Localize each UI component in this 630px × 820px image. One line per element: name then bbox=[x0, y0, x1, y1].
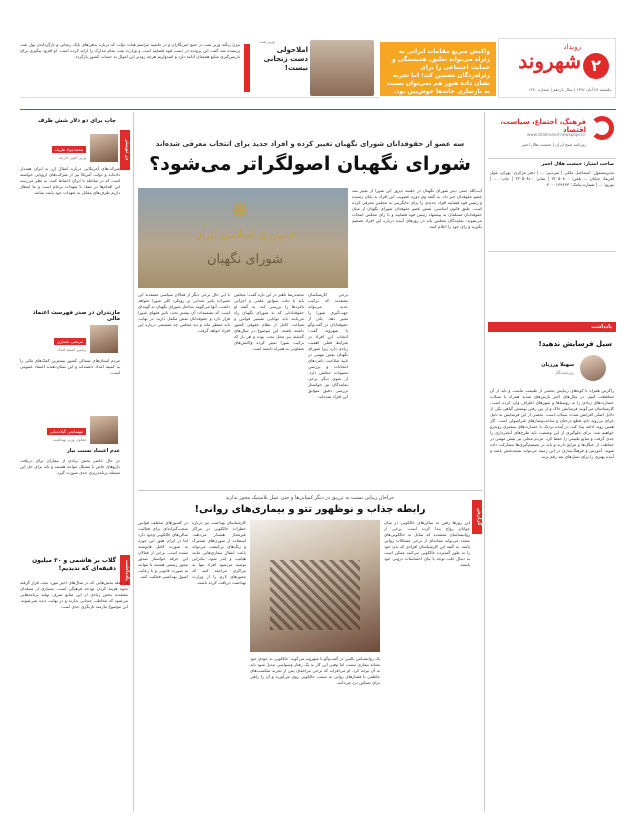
twitter-tab: در توییتر bbox=[120, 130, 130, 170]
quote-2-body: مردم استان‌های شمالی کشور بیشترین کمک‌های مالی را به کمیته امداد داشته‌اند و این نشان‌دهنده اعتماد عمومی است. bbox=[20, 358, 120, 375]
main-body-col-2: برخی کارشناسان معتقدند که ترکیب جدید می‌تواند جهت‌گیری شورا را تغییر دهد. یکی از حقوقدانان در گفت‌وگو با شهروند گفت: انتخاب این افراد در شرایط فعلی اهمیت زیادی دارد زیرا شورای نگهبان نقش مهمی در تایید صلاحیت نامزدهای انتخابات و بررسی مصوبات مجلس دارد. از سوی دیگر برخی نمایندگان نیز خواستار بررسی دقیق سوابق این افراد شده‌اند. bbox=[308, 292, 348, 399]
cigar-body: از جمله بخش‌هایی که در سال‌های اخیر مورد بحث قرار گرفته نحوه هزینه کردن بودجه فرهنگی است. بسیاری از منتقدان معتقدند بخش زیادی از این منابع صرف تولید برنامه‌هایی می‌شود که مخاطب چندانی ندارند و در نهایت دیده نمی‌شوند. این موضوع نیازمند بازنگری جدی است. bbox=[20, 580, 128, 609]
emblem-icon: ❋ bbox=[231, 198, 249, 222]
masthead bbox=[380, 38, 616, 98]
photo-sign-line-1: جمهوری اسلامی ایران bbox=[193, 228, 297, 241]
logo-box bbox=[498, 38, 616, 98]
promo-box: واکنش سریع مقامات ایرانی به زلزله می‌تواند تعلیق، همبستگی و حمایت اجتماعی را برای زلزله‌زدگان تضمین کند؛ اما تجربه نشان داده هنوز هم نمی‌توان نسبت به بازسازی خانه‌ها خوش‌بین بود. bbox=[380, 42, 496, 96]
staff-body: مدیرمسئول: اسماعیل ملکی | سردبیر: ... | دفتر مرکزی: تهران، بلوار آفریقا، خیابان ... تلفن: ۲۲۰۵۰۸۰۰ | نمابر: ۲۲۰۵۰۸۱۰ | چاپ: ... | توزیع: ... | شماره پیامک: ۳۰۰۰۱۳۹۶۶۳ bbox=[490, 170, 614, 187]
teaser-title: املاحولی دست زنجانی نیست! bbox=[263, 46, 308, 72]
note-title: گلاب بر هاشمی و ۲۰ میلیون دقیقه‌ای که ندیدیم! bbox=[32, 557, 116, 572]
quote-2-role: رئیس کمیته امداد bbox=[57, 347, 86, 352]
quote-2-byline bbox=[20, 328, 86, 352]
column-rule bbox=[484, 112, 485, 812]
quote-2-name: مرتضی بختیاری bbox=[54, 338, 86, 345]
main-headline[interactable]: شورای نگهبان اصولگراتر می‌شود؟ bbox=[149, 153, 471, 175]
logo-subtitle: رویداد bbox=[563, 43, 581, 51]
column-rule-left bbox=[133, 112, 134, 812]
quote-3-title: عدم اعتماد نسبت نیاز bbox=[66, 448, 120, 454]
quote-1-name: محمدجواد ظریف bbox=[52, 146, 86, 153]
teaser-kicker: وزیر نفت: bbox=[258, 39, 275, 44]
column-body: زاگرس همراه با کوه‌های زیبایش بخشی از طبیعت ماست و باید از آن محافظت کنیم. در سال‌های اخیر بارش‌های شدید همراه با سیلاب خسارت‌های زیادی را به روستاها و شهرهای اطراف وارد کرده است. کارشناسان می‌گویند فرسایش خاک و از بین رفتن پوشش گیاهی یکی از دلایل اصلی افزایش شدت سیلاب است. بخشی از این فرسایش به دلیل چرای بی‌رویه دام، قطع درختان و ساخت‌وسازهای غیراصولی است. اگر همین روند ادامه پیدا کند، در آینده نزدیک با خسارت‌های بیشتری روبه‌رو خواهیم شد. برای جلوگیری از این وضعیت باید طرح‌های آبخیزداری را جدی گرفت و منابع طبیعی را حفظ کرد. مردم محلی نیز نقش مهمی در حفاظت از جنگل‌ها و مراتع دارند و باید در تصمیم‌گیری‌ها مشارکت داده شوند. آموزش و فرهنگ‌سازی در این زمینه می‌تواند نتیجه‌بخش باشد و آینده بهتری را برای نسل‌های بعد رقم بزند. bbox=[490, 388, 614, 459]
section-tagline: روزنامه صبح ایران | جمعیت هلال احمر bbox=[521, 142, 586, 147]
story-divider bbox=[138, 490, 482, 491]
quote-2-title: مازندران در صدر فهرست اعتماد مالی bbox=[32, 310, 120, 322]
story2-col-1: این روزها رفتن به سالن‌های خالکوبی در میان جوانان رواج پیدا کرده است. برخی از روانشناسان معتقدند که تمایل به خالکوبی‌های متعدد می‌تواند نشانه‌ای از برخی مشکلات روانی باشد. به گفته این کارشناسان افرادی که بدن خود را به طور گسترده خالکوبی می‌کنند ممکن است به دنبال جلب توجه یا بیان احساسات درونی خود باشند. bbox=[384, 520, 470, 567]
quote-3-name: مهسانجی گیلاده‌یابی bbox=[47, 428, 86, 435]
top-teaser[interactable] bbox=[20, 38, 380, 98]
quote-1-photo bbox=[90, 134, 118, 162]
red-crescent-icon bbox=[590, 116, 614, 140]
author-name: سهیلا ورزیان bbox=[541, 362, 574, 368]
issue-date: یکشنبه ۲۸ آبان ۱۳۹۶ | سال یازدهم | شماره ۱۳۸۰ bbox=[528, 87, 611, 92]
quote-2-photo bbox=[90, 325, 118, 353]
right-column bbox=[488, 112, 616, 812]
author-avatar bbox=[580, 355, 606, 381]
main-body-col-4: با این حال برخی دیگر از فعالان سیاسی معتقدند این تغییرات تاثیر چندانی بر رویکرد کلی شورا نخواهد داشت. آنها می‌گویند ساختار شورای نگهبان به گونه‌ای است که تصمیمات آن بیشتر تحت تاثیر فقهای شورا قرار دارد و حقوقدانان نقش مکمل دارند. در نهایت باید منتظر ماند و دید مجلس چه تصمیمی درباره این افراد خواهد گرفت. bbox=[138, 292, 230, 333]
story2-kicker: جراحان زیبایی نسبت به تزریق در دیگر کمپانی‌ها و حتی عمل پلاستیک مجوز ندارند bbox=[225, 495, 395, 501]
report-tab: گزارش bbox=[472, 500, 482, 534]
website-url[interactable]: www.shahrvand-newspaper.ir bbox=[527, 132, 586, 137]
main-body-col-3: محمدرضا باهنر در این باره گفت: مجلس باید با دقت سوابق علمی و اجرایی نامزدها را بررسی کند. به گفته او حقوقدانانی که به شورای نگهبان راه می‌یابند باید توانایی تفسیر قوانین و شناخت کامل از نظام حقوقی کشور داشته باشند. این موضوع در سال‌های گذشته نیز محل بحث بوده و هر بار که ترکیب شورا تغییر کرده واکنش‌های متفاوتی به همراه داشته است. bbox=[234, 292, 304, 351]
quote-1-title: چاپ برای دو دلار شش ظرف bbox=[37, 118, 116, 124]
author-role: روزنامه‌نگار bbox=[555, 370, 574, 375]
quote-1-role: وزیر امور خارجه bbox=[58, 155, 86, 160]
section-divider bbox=[20, 100, 616, 110]
quote-1-body: شرکت‌های آمریکایی درباره انتقال ارز به ایران هشدار داده‌اند و دولت آمریکا نیز از شرکت‌های اروپایی خواسته است که در معامله با ایران احتیاط کنند. به نظر می‌رسد این اقدام‌ها در تضاد با تعهدات برجام است و ما انتظار داریم طرف‌های مقابل به تعهدات خود پایبند بمانند. bbox=[20, 166, 120, 195]
page-number: ۲ bbox=[583, 53, 609, 79]
quote-1-byline bbox=[20, 136, 86, 160]
story2-col-3: کارشناسان بهداشت نیز درباره خطرات خالکوبی در مراکز غیرمجاز هشدار می‌دهند. استفاده از سوزن‌های مشترک و رنگ‌های بی‌کیفیت می‌تواند باعث انتقال بیماری‌هایی مانند هپاتیت و ایدز شود. بنابراین توصیه می‌شود افراد تنها به مراکزی مراجعه کنند که مجوزهای لازم را از وزارت بهداشت دریافت کرده باشند. bbox=[192, 520, 246, 585]
quote-3-role: معاون وزیر بهداشت bbox=[52, 437, 86, 442]
quote-3-body: در حال حاضر بخش زیادی از بیماران برای دریافت داروهای خاص با مشکل مواجه هستند و باید برای حل این مسئله برنامه‌ریزی جدی صورت گیرد. bbox=[20, 458, 120, 475]
main-body-col-1: آیت‌الله جنتی دبیر شورای نگهبان در جلسه دیروز این شورا از تغییر سه عضو حقوقدان خبر داد. به گفته وی دوره عضویت این افراد به پایان رسیده و رئیس قوه قضاییه افراد جدیدی را برای جایگزینی به مجلس معرفی کرده است. طبق قانون اساسی، شش عضو حقوقدان شورای نگهبان از میان حقوقدانان مسلمان به پیشنهاد رئیس قوه قضاییه و با رای مجلس انتخاب می‌شوند. نمایندگان مجلس باید در روزهای آینده درباره این افراد تصمیم بگیرند و رای خود را اعلام کنند. bbox=[352, 188, 482, 229]
quote-3-photo bbox=[90, 416, 118, 444]
column-title: سیل فرسایش ندهید! bbox=[538, 340, 612, 348]
staff-heading: صاحب امتیاز: جمعیت هلال احمر bbox=[541, 162, 614, 167]
note-tab: یادداشت bbox=[120, 555, 130, 585]
main-kicker: سه عضو از حقوقدانان شورای نگهبان تغییر کرده و افراد جدید برای انتخاب معرفی شده‌اند bbox=[155, 140, 465, 148]
section-badge bbox=[488, 112, 616, 156]
story2-title[interactable]: رابطه جذاب و نوظهور تتو و بیماری‌های روانی! bbox=[194, 504, 426, 515]
tattoo-pattern bbox=[270, 560, 360, 630]
newspaper-logo: شهروند bbox=[518, 49, 581, 73]
teaser-accent-bar bbox=[244, 44, 250, 92]
story2-col-4: در کشورهای مختلف قوانین سخت‌گیرانه‌ای برای فعالیت سالن‌های خالکوبی وجود دارد اما در ایران هنوز این حوزه به صورت کامل قانونمند نشده است. برخی از فعالان این حرفه خواستار صدور مجوز رسمی هستند تا بتوانند به صورت قانونی و با رعایت اصول بهداشتی فعالیت کنند. bbox=[138, 520, 188, 579]
photo-sign-line-2: شورای نگهبان bbox=[206, 252, 284, 267]
story2-col-2: یک روانشناس بالینی در گفت‌وگو با شهروند می‌گوید: خالکوبی به خودی خود نشانه بیماری نیست اما وقتی این کار به یک رفتار وسواسی تبدیل شود باید به آن توجه کرد. او می‌افزاید که برخی مراجعان پس از تجربه شکست‌های عاطفی یا فشارهای روانی به سمت خالکوبی روی می‌آورند و آن را راهی برای تسکین درد می‌دانند. bbox=[250, 656, 380, 685]
staff-box bbox=[488, 158, 616, 252]
column-header: یادداشت bbox=[488, 322, 616, 332]
section-title: فرهنگ، اجتماع، سیاست، اقتصاد bbox=[500, 118, 586, 134]
teaser-body: بیژن زنگنه وزیر نفت در جمع خبرنگاران و در حاشیه مراسم هیات دولت که درباره بدهی‌های بابک زنجانی و بازگرداندن پول نفت پرسیده شد گفت این پرونده در دست قوه قضاییه است و وزارت نفت تمام مدارک را ارایه کرده است. او افزود پیگیری برای بازپس‌گیری منابع همچنان ادامه دارد و امیدواریم هرچه زودتر این اموال به حساب کشور بازگردد. bbox=[20, 42, 240, 59]
quote-3-byline bbox=[20, 418, 86, 442]
teaser-photo bbox=[310, 40, 374, 96]
